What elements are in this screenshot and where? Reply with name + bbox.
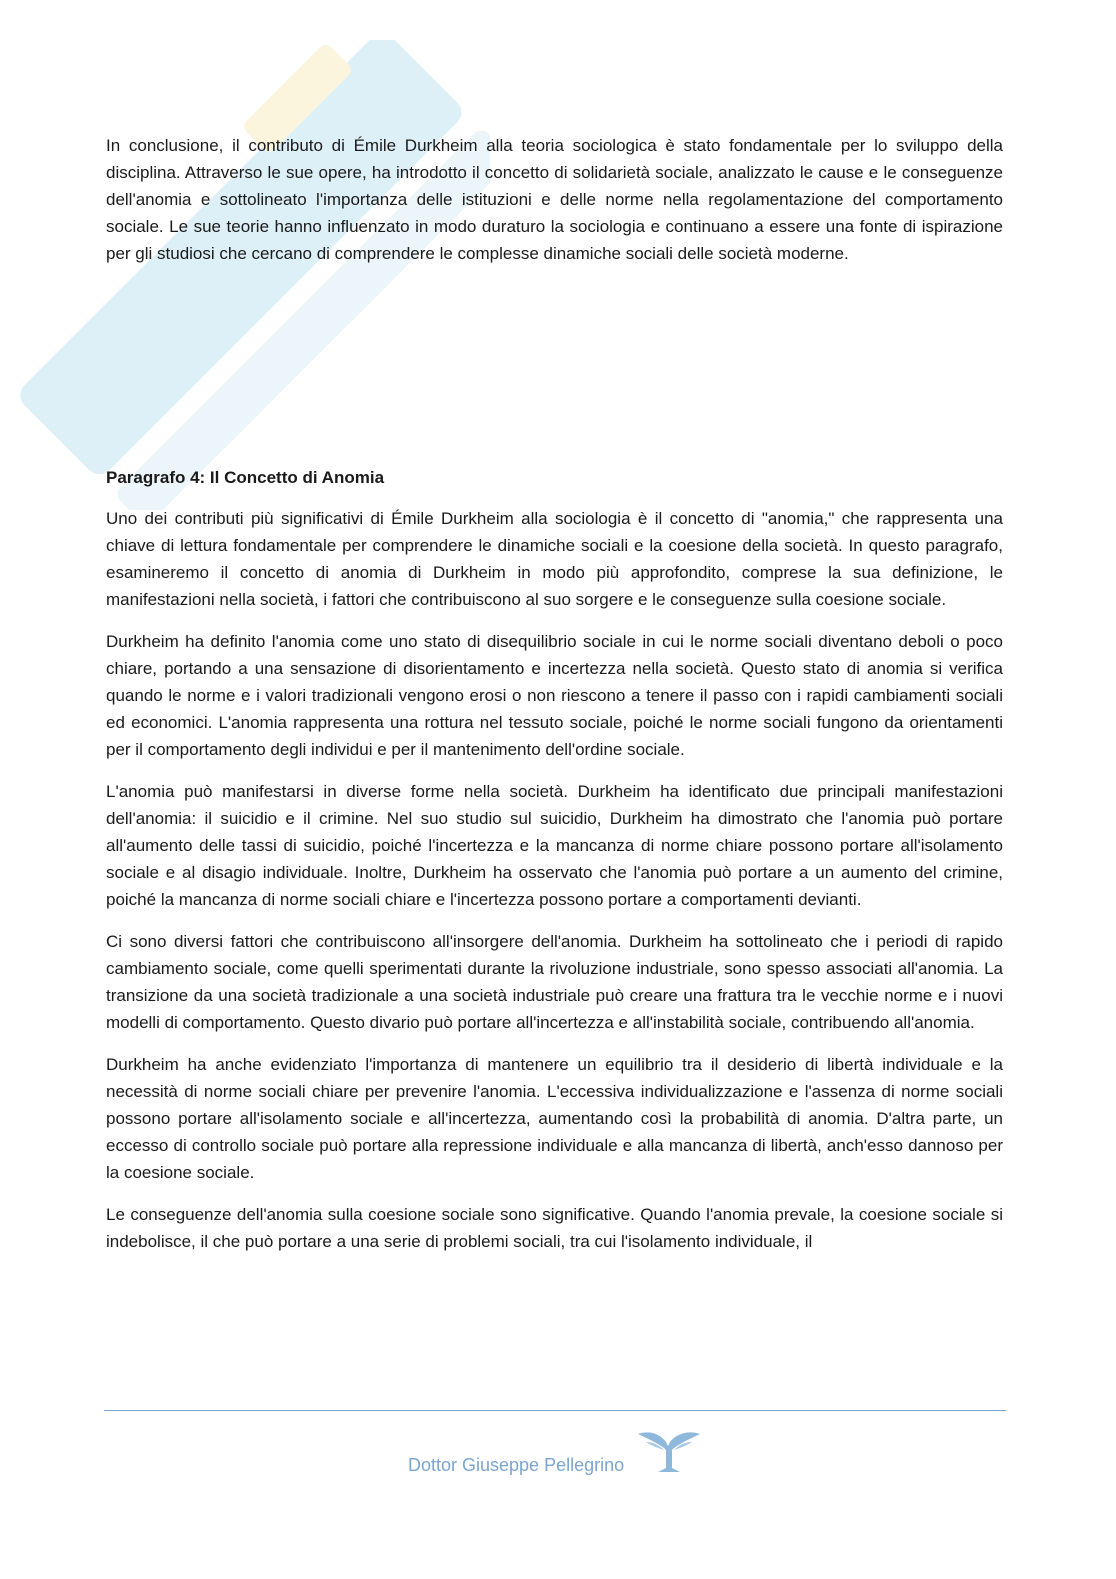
- paragraph-anomia-manifestations: L'anomia può manifestarsi in diverse forme nella società. Durkheim ha identificato due principali manifestazioni dell'anomia: il suicidio e il crimine. Nel suo studio sul suicidio, Durkheim ha dimostrato che l'anomia può portare all'aumento delle tassi di suicidio, poiché l'incertezza e la mancanza di norme chiare possono portare all'isolamento sociale e al disagio individuale. Inoltre, Durkheim ha osservato che l'anomia può portare a un aumento del crimine, poiché la mancanza di norme sociali chiare e l'incertezza possono portare a comportamenti devianti.: [106, 782, 1003, 909]
- paragraph-anomia-factors: Ci sono diversi fattori che contribuiscono all'insorgere dell'anomia. Durkheim ha sottolineato che i periodi di rapido cambiamento sociale, come quelli sperimentati durante la rivoluzione industriale, sono spesso associati all'anomia. La transizione da una società tradizionale a una società industriale può creare una frattura tra le vecchie norme e i nuovi modelli di comportamento. Questo divario può portare all'incertezza e all'instabilità sociale, contribuendo all'anomia.: [106, 932, 1003, 1032]
- paragraph-conclusion: In conclusione, il contributo di Émile Durkheim alla teoria sociologica è stato fondamentale per lo sviluppo della disciplina. Attraverso le sue opere, ha introdotto il concetto di solidarietà sociale, analizzato le cause e le conseguenze dell'anomia e sottolineato l'importanza delle istituzioni e delle norme nella regolamentazione del comportamento sociale. Le sue teorie hanno influenzato in modo duraturo la sociologia e continuano a essere una fonte di ispirazione per gli studiosi che cercano di comprendere le complesse dinamiche sociali delle società moderne.: [106, 136, 1003, 263]
- footer-divider: [104, 1410, 1006, 1411]
- footer-author: Dottor Giuseppe Pellegrino: [408, 1455, 625, 1475]
- bird-logo-icon: [636, 1428, 702, 1474]
- paragraph-anomia-consequences: Le conseguenze dell'anomia sulla coesione sociale sono significative. Quando l'anomia prevale, la coesione sociale si indebolisce, il che può portare a una serie di problemi sociali, tra cui l'isolamento individuale, il: [106, 1205, 1003, 1251]
- paragraph-anomia-intro: Uno dei contributi più significativi di Émile Durkheim alla sociologia è il concetto di "anomia," che rappresenta una chiave di lettura fondamentale per comprendere le dinamiche sociali e la coesione della società. In questo paragrafo, esamineremo il concetto di anomia di Durkheim in modo più approfondito, comprese la sua definizione, le manifestazioni nella società, i fattori che contribuiscono al suo sorgere e le conseguenze sulla coesione sociale.: [106, 509, 1003, 609]
- section-heading: Paragrafo 4: Il Concetto di Anomia: [106, 468, 385, 487]
- document-body: [106, 132, 1003, 1270]
- blank-gap: [106, 282, 1003, 464]
- paragraph-anomia-definition: Durkheim ha definito l'anomia come uno stato di disequilibrio sociale in cui le norme sociali diventano deboli o poco chiare, portando a una sensazione di disorientamento e incertezza nella società. Questo stato di anomia si verifica quando le norme e i valori tradizionali vengono erosi o non riescono a tenere il passo con i rapidi cambiamenti sociali ed economici. L'anomia rappresenta una rottura nel tessuto sociale, poiché le norme sociali fungono da orientamenti per il comportamento degli individui e per il mantenimento dell'ordine sociale.: [106, 632, 1003, 759]
- paragraph-anomia-balance: Durkheim ha anche evidenziato l'importanza di mantenere un equilibrio tra il desiderio di libertà individuale e la necessità di norme sociali chiare per prevenire l'anomia. L'eccessiva individualizzazione e l'assenza di norme sociali possono portare all'isolamento sociale e all'incertezza, aumentando così la probabilità di anomia. D'altra parte, un eccesso di controllo sociale può portare alla repressione individuale e alla mancanza di libertà, anch'esso dannoso per la coesione sociale.: [106, 1055, 1003, 1182]
